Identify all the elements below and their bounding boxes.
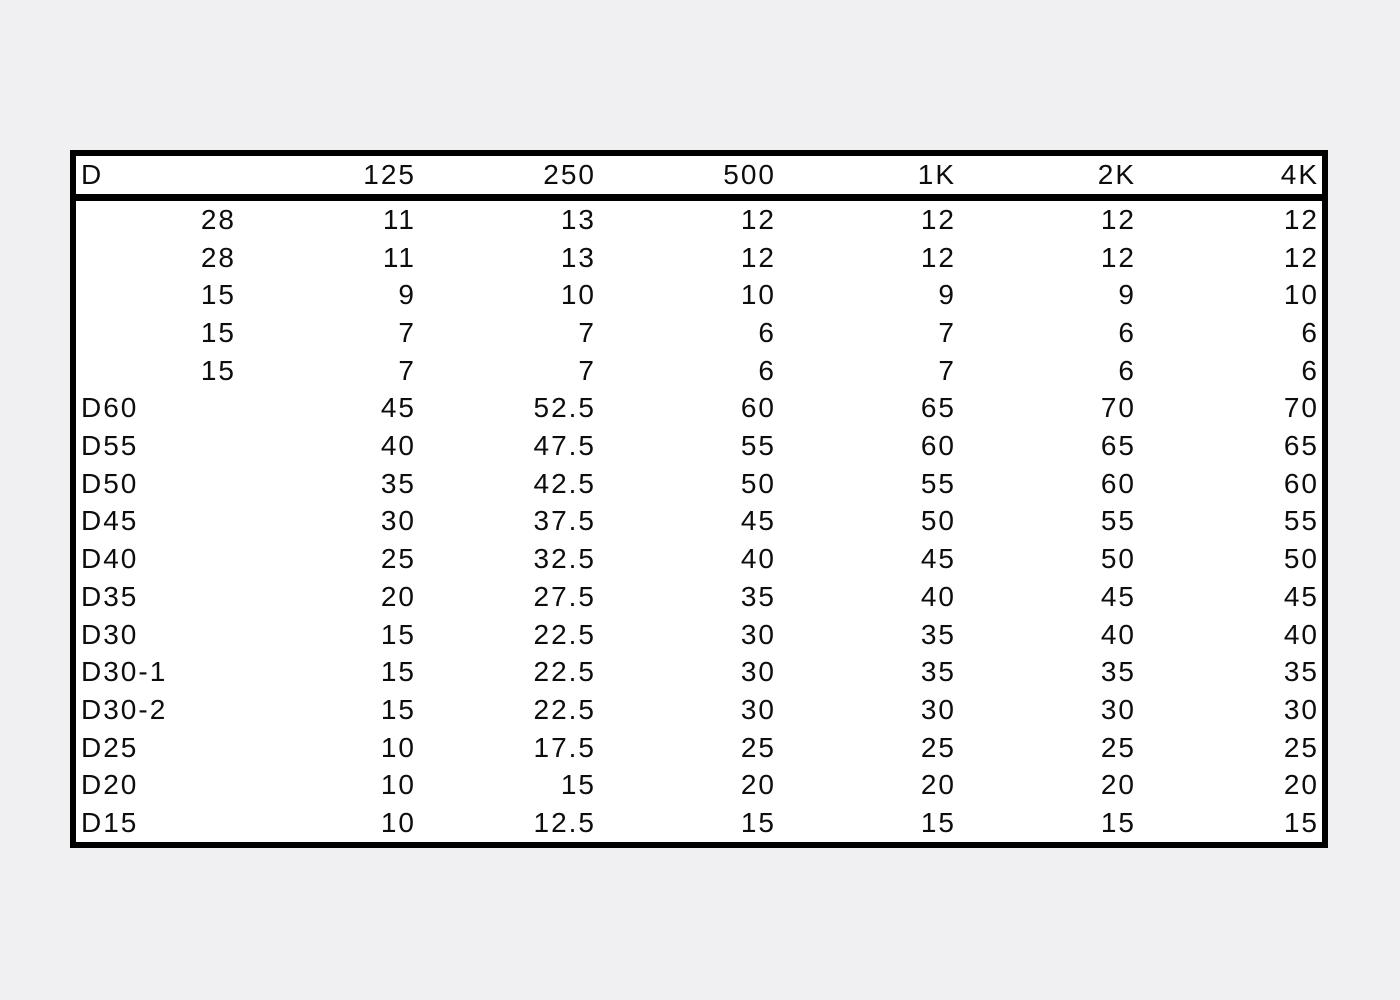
table-cell: 20 <box>920 769 956 801</box>
table-row <box>76 767 1322 805</box>
column-header-2k: 2K <box>1097 159 1136 190</box>
row-label: 15 <box>200 354 236 386</box>
table-row <box>76 427 1322 465</box>
table-cell: 30 <box>740 693 776 725</box>
table-cell: 6 <box>758 316 776 348</box>
row-label: 15 <box>200 316 236 348</box>
table-cell: 12 <box>740 203 776 235</box>
table-cell: 30 <box>1283 693 1319 725</box>
table-cell: 9 <box>398 279 416 311</box>
table-cell: 12 <box>1100 203 1136 235</box>
table-cell: 40 <box>1100 618 1136 650</box>
table-cell: 30 <box>920 693 956 725</box>
table-cell: 20 <box>1100 769 1136 801</box>
table-cell: 15 <box>380 618 416 650</box>
table-cell: 12 <box>1100 241 1136 273</box>
column-header-500: 500 <box>723 159 776 190</box>
table-cell: 35 <box>740 580 776 612</box>
column-header-d: D <box>81 159 104 190</box>
table-cell: 7 <box>938 316 956 348</box>
table-cell: 55 <box>920 467 956 499</box>
row-label: 28 <box>200 241 236 273</box>
table-cell: 15 <box>1283 807 1319 839</box>
table-row <box>76 578 1322 616</box>
table-cell: 40 <box>920 580 956 612</box>
table-cell: 9 <box>1118 279 1136 311</box>
table-cell: 50 <box>740 467 776 499</box>
table-cell: 6 <box>1118 354 1136 386</box>
row-label: D30 <box>81 618 139 650</box>
table-cell: 47.5 <box>533 430 596 462</box>
table-row <box>76 729 1322 767</box>
table-cell: 15 <box>920 807 956 839</box>
table-cell: 6 <box>1301 316 1319 348</box>
row-label: D45 <box>81 505 139 537</box>
table-row <box>76 804 1322 842</box>
table-cell: 40 <box>1283 618 1319 650</box>
table-cell: 60 <box>920 430 956 462</box>
table-cell: 42.5 <box>533 467 596 499</box>
table-cell: 60 <box>1283 467 1319 499</box>
table-cell: 15 <box>740 807 776 839</box>
table-row <box>76 503 1322 541</box>
table-row <box>76 465 1322 503</box>
row-label: D55 <box>81 430 139 462</box>
table-cell: 30 <box>380 505 416 537</box>
row-label: D35 <box>81 580 139 612</box>
table-cell: 55 <box>1283 505 1319 537</box>
table-cell: 9 <box>938 279 956 311</box>
table-cell: 35 <box>920 618 956 650</box>
table-cell: 45 <box>740 505 776 537</box>
table-cell: 12 <box>1283 203 1319 235</box>
row-label: 28 <box>200 203 236 235</box>
table-row <box>76 653 1322 691</box>
table-cell: 35 <box>920 656 956 688</box>
table-cell: 52.5 <box>533 392 596 424</box>
table-cell: 15 <box>560 769 596 801</box>
table-cell: 45 <box>920 543 956 575</box>
table-row <box>76 390 1322 428</box>
table-cell: 6 <box>1118 316 1136 348</box>
table-cell: 12.5 <box>533 807 596 839</box>
table-body <box>76 201 1322 842</box>
table-cell: 65 <box>1100 430 1136 462</box>
table-cell: 6 <box>758 354 776 386</box>
table-cell: 6 <box>1301 354 1319 386</box>
table-cell: 10 <box>740 279 776 311</box>
table-cell: 11 <box>382 203 416 235</box>
table-row <box>76 616 1322 654</box>
table-cell: 20 <box>1283 769 1319 801</box>
table-cell: 7 <box>938 354 956 386</box>
table-cell: 13 <box>560 241 596 273</box>
row-label: D30-2 <box>81 693 168 725</box>
table-cell: 10 <box>1283 279 1319 311</box>
data-table <box>70 150 1328 848</box>
column-header-125: 125 <box>363 159 416 190</box>
table-row <box>76 239 1322 277</box>
table-cell: 30 <box>740 656 776 688</box>
table-cell: 35 <box>1100 656 1136 688</box>
table-cell: 25 <box>740 731 776 763</box>
table-cell: 55 <box>1100 505 1136 537</box>
table-row <box>76 691 1322 729</box>
table-cell: 7 <box>398 354 416 386</box>
table-row <box>76 314 1322 352</box>
row-label: D15 <box>81 807 139 839</box>
table-row <box>76 352 1322 390</box>
table-cell: 22.5 <box>533 693 596 725</box>
table-row <box>76 276 1322 314</box>
table-cell: 50 <box>1283 543 1319 575</box>
table-cell: 40 <box>740 543 776 575</box>
table-cell: 25 <box>920 731 956 763</box>
column-header-4k: 4K <box>1280 159 1319 190</box>
table-cell: 7 <box>398 316 416 348</box>
table-cell: 15 <box>380 656 416 688</box>
table-row <box>76 201 1322 239</box>
table-cell: 20 <box>740 769 776 801</box>
table-cell: 17.5 <box>533 731 596 763</box>
row-label: D60 <box>81 392 139 424</box>
row-label: D50 <box>81 467 139 499</box>
table-cell: 45 <box>1283 580 1319 612</box>
table-cell: 35 <box>1283 656 1319 688</box>
row-label: 15 <box>200 279 236 311</box>
table-cell: 45 <box>380 392 416 424</box>
column-header-250: 250 <box>543 159 596 190</box>
table-cell: 32.5 <box>533 543 596 575</box>
table-cell: 70 <box>1100 392 1136 424</box>
table-cell: 60 <box>1100 467 1136 499</box>
table-cell: 22.5 <box>533 656 596 688</box>
table-cell: 27.5 <box>533 580 596 612</box>
table-cell: 45 <box>1100 580 1136 612</box>
table-cell: 55 <box>740 430 776 462</box>
table-cell: 12 <box>920 241 956 273</box>
table-cell: 35 <box>380 467 416 499</box>
table-header-row <box>76 156 1322 201</box>
table-cell: 20 <box>380 580 416 612</box>
table-cell: 25 <box>1100 731 1136 763</box>
table-cell: 65 <box>920 392 956 424</box>
table-cell: 10 <box>380 769 416 801</box>
table-cell: 65 <box>1283 430 1319 462</box>
table-cell: 12 <box>740 241 776 273</box>
row-label: D40 <box>81 543 139 575</box>
table-cell: 70 <box>1283 392 1319 424</box>
table-cell: 37.5 <box>533 505 596 537</box>
table-cell: 7 <box>578 354 596 386</box>
table-cell: 12 <box>920 203 956 235</box>
column-header-1k: 1K <box>917 159 956 190</box>
table-cell: 10 <box>380 731 416 763</box>
table-cell: 13 <box>560 203 596 235</box>
table-cell: 60 <box>740 392 776 424</box>
table-cell: 12 <box>1283 241 1319 273</box>
table-cell: 10 <box>560 279 596 311</box>
table-cell: 10 <box>380 807 416 839</box>
table-cell: 25 <box>1283 731 1319 763</box>
table-cell: 15 <box>380 693 416 725</box>
table-cell: 22.5 <box>533 618 596 650</box>
table-cell: 50 <box>920 505 956 537</box>
table-cell: 25 <box>380 543 416 575</box>
table-cell: 30 <box>1100 693 1136 725</box>
row-label: D30-1 <box>81 656 168 688</box>
table-row <box>76 540 1322 578</box>
row-label: D20 <box>81 769 139 801</box>
table-cell: 40 <box>380 430 416 462</box>
table-cell: 11 <box>382 241 416 273</box>
table-cell: 30 <box>740 618 776 650</box>
table-cell: 7 <box>578 316 596 348</box>
table-cell: 50 <box>1100 543 1136 575</box>
table-cell: 15 <box>1100 807 1136 839</box>
row-label: D25 <box>81 731 139 763</box>
